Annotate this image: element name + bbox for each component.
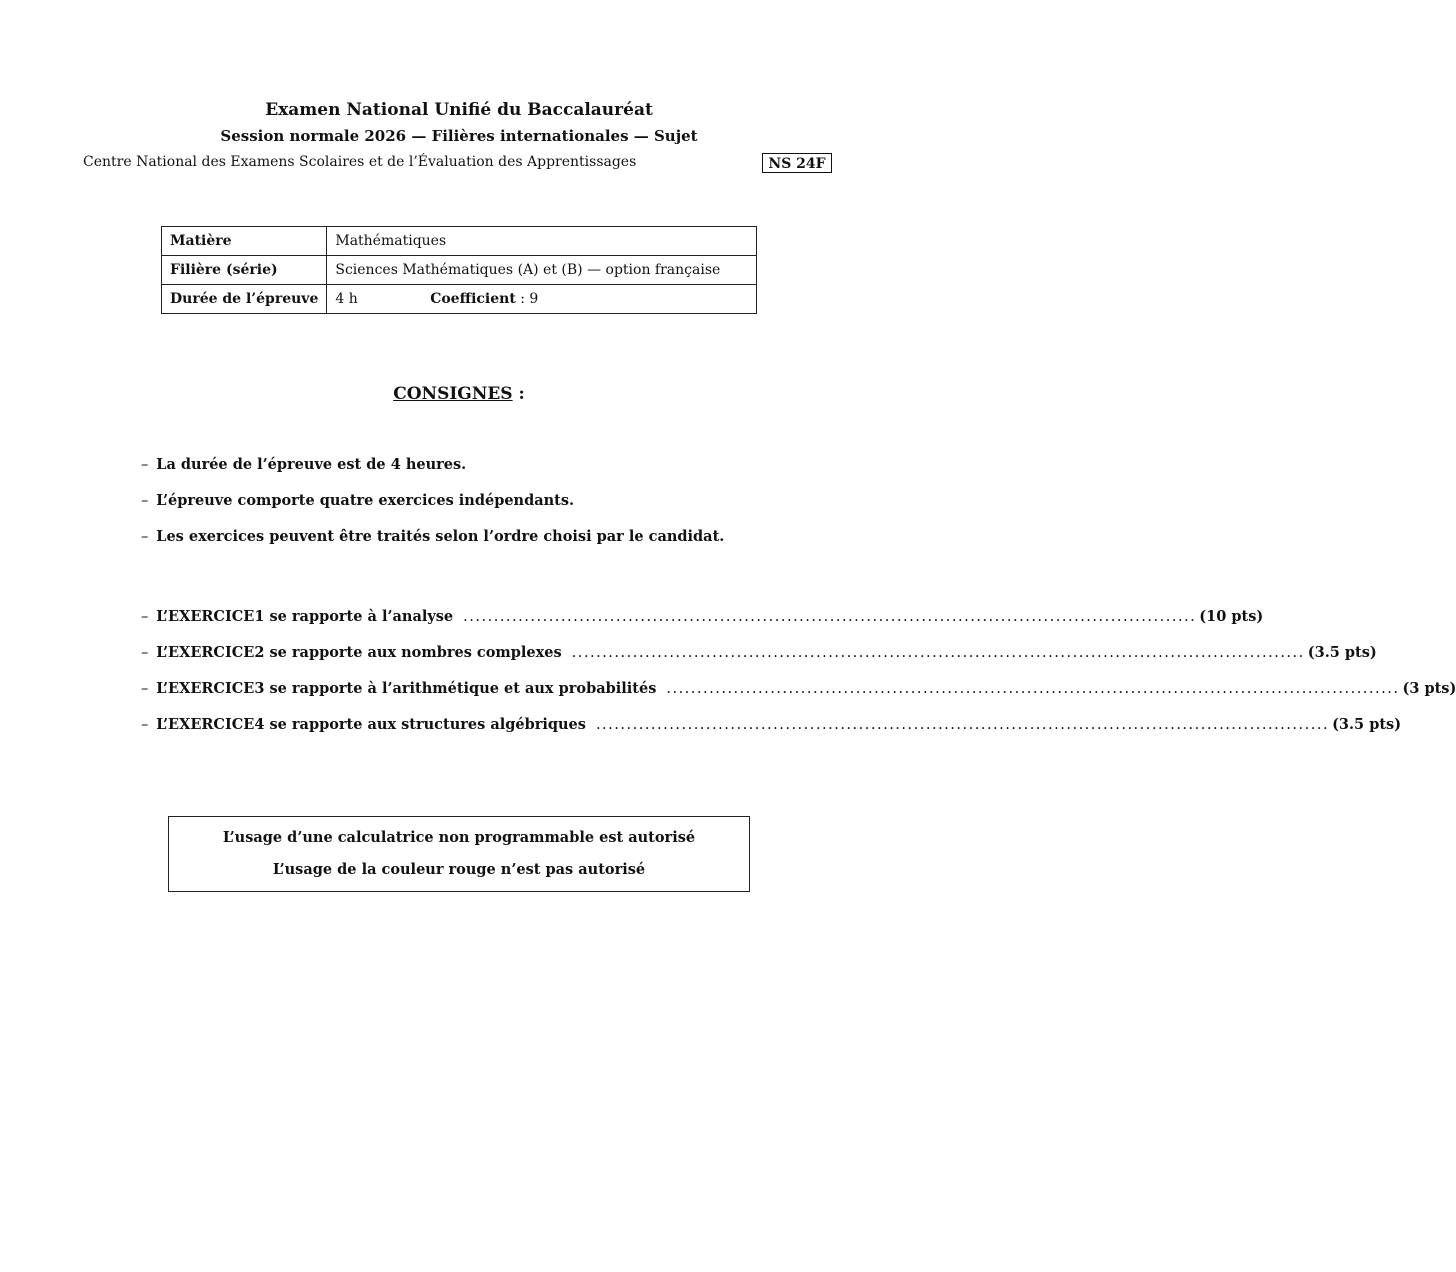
- track-value: Sciences Mathématiques (A) et (B) — option française: [327, 256, 757, 285]
- subject-label: Matière: [162, 227, 327, 256]
- consignes-title-suffix: :: [512, 384, 525, 404]
- list-item: [141, 456, 724, 492]
- rules-list: [141, 456, 724, 564]
- exercise-text: L’EXERCICE4 se rapporte aux structures algébriques: [156, 716, 586, 733]
- exam-subtitle: Session normale 2026 — Filières internationales — Sujet: [220, 127, 698, 145]
- list-item: [141, 608, 1264, 644]
- duration-label: Durée de l’épreuve: [162, 285, 327, 314]
- exam-code-badge: NS 24F: [762, 153, 832, 173]
- coefficient-label: Coefficient: [430, 291, 516, 307]
- list-item: [141, 528, 724, 564]
- rule-text: Les exercices peuvent être traités selon l’ordre choisi par le candidat.: [156, 528, 725, 545]
- rule-text: La durée de l’épreuve est de 4 heures.: [156, 456, 467, 473]
- dash-marker: –: [141, 457, 149, 473]
- subject-value: Mathématiques: [327, 227, 757, 256]
- notice-red-color: L’usage de la couleur rouge n’est pas autorisé: [272, 861, 646, 878]
- list-item: [141, 716, 1402, 752]
- exam-center: Centre National des Examens Scolaires et de l’Évaluation des Apprentissages: [83, 154, 637, 170]
- exercise-text: L’EXERCICE1 se rapporte à l’analyse: [156, 608, 454, 625]
- table-row-subject: [162, 227, 757, 256]
- notice-box: [168, 816, 750, 892]
- dash-marker: –: [141, 493, 149, 509]
- dash-marker: –: [141, 681, 149, 697]
- dot-leader: ........................................................................................................................: [463, 609, 1197, 625]
- consignes-title: CONSIGNES: [393, 384, 513, 404]
- list-item: [141, 644, 1377, 680]
- exam-info-table: [161, 226, 757, 314]
- dot-leader: ........................................................................................................................: [595, 717, 1330, 733]
- list-item: [141, 680, 1456, 716]
- list-item: [141, 492, 724, 528]
- dash-marker: –: [141, 645, 149, 661]
- dot-leader: ........................................................................................................................: [571, 645, 1305, 661]
- exercises-list: [141, 608, 1456, 752]
- dot-leader: ........................................................................................................................: [666, 681, 1400, 697]
- exercise-text: L’EXERCICE3 se rapporte à l’arithmétique et aux probabilités: [156, 680, 657, 697]
- track-label: Filière (série): [162, 256, 327, 285]
- dash-marker: –: [141, 609, 149, 625]
- duration-value: 4 h: [335, 291, 358, 307]
- exam-title: Examen National Unifié du Baccalauréat: [265, 100, 653, 120]
- dash-marker: –: [141, 717, 149, 733]
- notice-calculator: L’usage d’une calculatrice non programmable est autorisé: [222, 829, 696, 846]
- table-row-track: [162, 256, 757, 285]
- exercise-points: (10 pts): [1199, 608, 1264, 625]
- coefficient-value: : 9: [520, 291, 539, 307]
- rule-text: L’épreuve comporte quatre exercices indépendants.: [156, 492, 575, 509]
- exercise-points: (3 pts): [1402, 680, 1456, 697]
- dash-marker: –: [141, 529, 149, 545]
- exercise-points: (3.5 pts): [1307, 644, 1377, 661]
- duration-cell: [327, 285, 757, 314]
- table-row-duration: [162, 285, 757, 314]
- exercise-text: L’EXERCICE2 se rapporte aux nombres complexes: [156, 644, 562, 661]
- consignes-heading: [0, 384, 918, 404]
- exercise-points: (3.5 pts): [1332, 716, 1402, 733]
